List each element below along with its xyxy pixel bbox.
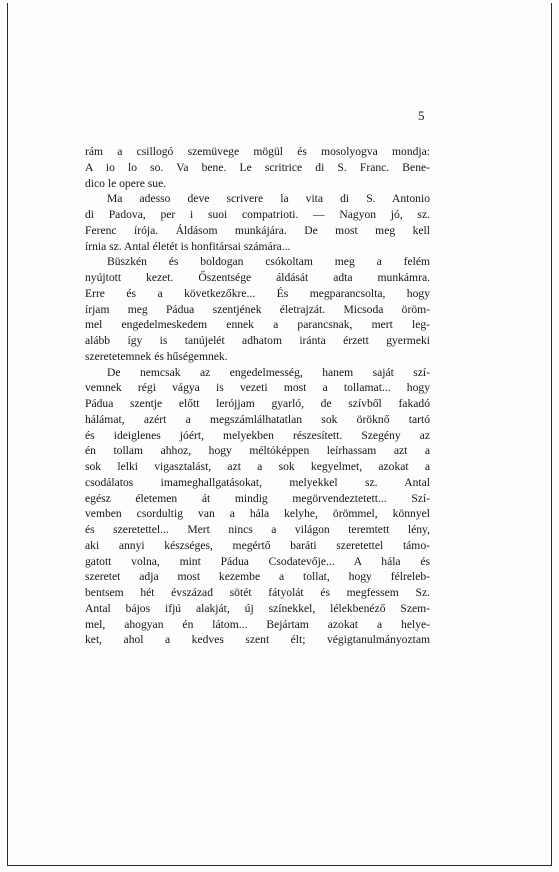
text-line: csodálatos imameghallgatásokat, melyekkel sz. Antal [85, 475, 430, 489]
page-left-edge [7, 3, 8, 865]
text-line: rám a csillogó szemüvege mögül és mosolyogva mondja: [85, 145, 430, 158]
text-line: vemnek régi vágya is vezeti most a tollamat... hogy [85, 381, 430, 395]
text-line: és szeretettel... Mert nincs a világon teremtett lény, [85, 523, 430, 536]
text-line: Büszkén és boldogan csókoltam meg a felém [107, 255, 430, 269]
text-line: dico le opere sue. [85, 176, 167, 190]
text-line: írnia sz. Antal életét is honfitársai számára... [85, 239, 291, 253]
paragraph [85, 254, 430, 364]
text-line: vemben csordultig van a hála kelyhe, örömmel, könnyel [85, 507, 430, 521]
text-line: Ferenc írója. Áldásom munkájára. De most meg kell [85, 223, 430, 237]
text-line: Pádua szentje előtt lerójjam gyarló, de szívből fakadó [85, 397, 430, 410]
text-line: sok lelki vigasztalást, azt a sok kegyelmet, azokat a [85, 460, 430, 473]
text-line: di Padova, per i suoi compatrioti. — Nagyon jó, sz. [85, 208, 430, 221]
text-line: bentsem hét évszázad sötét fátyolát és megfessem Sz. [85, 586, 430, 599]
page-right-edge [551, 3, 552, 865]
text-line: Ma adesso deve scrivere la vita di S. Antonio [107, 192, 430, 206]
text-line: mel, ahogyan én látom... Bejártam azokat a helye- [85, 617, 430, 631]
text-line: szeretetemnek és hűségemnek. [85, 349, 228, 363]
paragraph [85, 365, 430, 649]
text-line: és ideiglenes jóért, melyekben részesített. Szegény az [85, 428, 430, 442]
text-line: írjam meg Pádua szentjének életrajzát. Micsoda öröm- [85, 302, 430, 316]
text-line: A io lo so. Va bene. Le scritrice di S. Franc. Bene- [85, 160, 430, 174]
text-line: ket, ahol a kedves szent élt; végigtanulmányoztam [85, 633, 430, 647]
text-line: Erre és a következőkre... És megparancsolta, hogy [85, 286, 430, 300]
paragraph [85, 191, 430, 254]
text-line: egész életemen át mindig megörvendeztetett... Szí- [85, 491, 430, 505]
text-line: mel engedelmeskedem ennek a parancsnak, mert leg- [85, 318, 430, 332]
text-line: gatott volna, mint Pádua Csodatevője... A hála és [85, 554, 430, 568]
page-bottom-edge [7, 865, 552, 866]
text-line: nyújtott kezet. Őszentsége áldását adta munkámra. [85, 271, 430, 284]
text-line: Antal bájos ifjú alakját, új színekkel, lélekbenéző Szem- [85, 601, 430, 615]
page-number: 5 [418, 108, 425, 123]
paragraph [85, 144, 430, 191]
text-line: De nemcsak az engedelmesség, hanem saját szí- [107, 365, 430, 379]
text-line: szeretet adja most kezembe a tollat, hogy félreleb- [85, 570, 430, 584]
text-line: aki annyi készséges, megértő baráti szeretettel támo- [85, 538, 430, 552]
text-line: én tollam ahhoz, hogy méltóképpen leírhassam azt a [85, 444, 430, 458]
text-line: hálámat, azért a megszámlálhatatlan sok öröknő tartó [85, 412, 430, 426]
body-text [85, 144, 430, 648]
text-line: alább így is tanújelét adhatom iránta érzett gyermeki [85, 334, 430, 347]
